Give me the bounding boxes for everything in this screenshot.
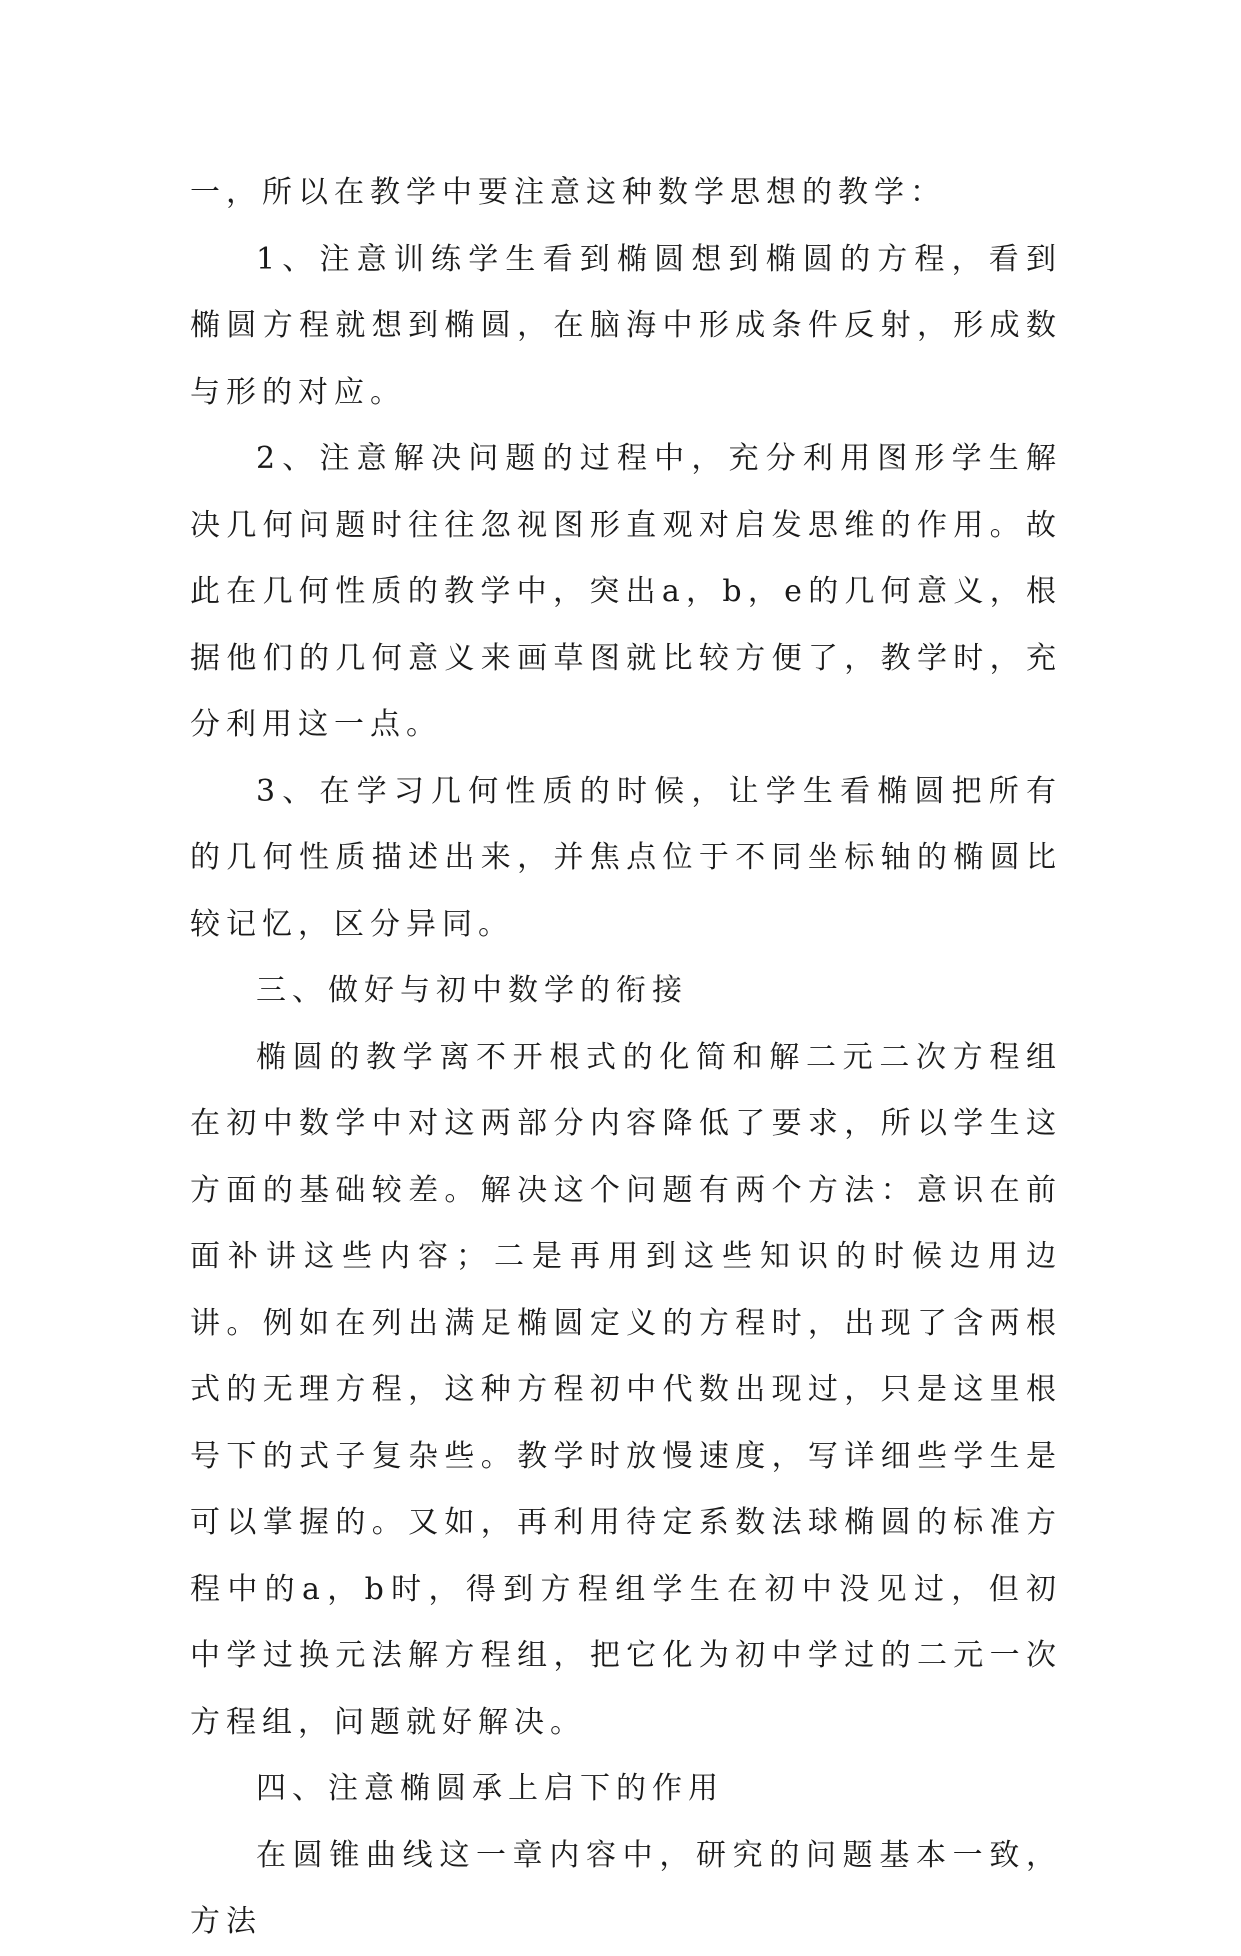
paragraph-intro: 一，所以在教学中要注意这种数学思想的教学：	[190, 175, 946, 210]
paragraph-section-3-body: 椭圆的教学离不开根式的化简和解二元二次方程组在初中数学中对这两部分内容降低了要求，所以学生这方面的基础较差。解决这个问题有两个方法：意识在前面补讲这些内容；二是再用到这些知识的时候边用边讲。例如在列出满足椭圆定义的方程时，出现了含两根式的无理方程，这种方程初中代数出现过，只是这里根号下的式子复杂些。教学时放慢速度，写详细些学生是可以掌握的。又如，再利用待定系数法球椭圆的标准方程中的a，b时，得到方程组学生在初中没见过，但初中学过换元法解方程组，把它化为初中学过的二元一次方程组，问题就好解决。	[190, 1039, 1062, 1740]
paragraph-point-1: 1、注意训练学生看到椭圆想到椭圆的方程，看到椭圆方程就想到椭圆，在脑海中形成条件反射，形成数与形的对应。	[190, 241, 1062, 410]
section-heading-3: 三、做好与初中数学的衔接	[256, 973, 688, 1008]
paragraph-section-4-body: 在圆锥曲线这一章内容中，研究的问题基本一致，方法	[190, 1837, 1062, 1939]
paragraph-point-2: 2、注意解决问题的过程中，充分利用图形学生解决几何问题时往往忽视图形直观对启发思维的作用。故此在几何性质的教学中，突出a，b，e的几何意义，根据他们的几何意义来画草图就比较方便了，教学时，充分利用这一点。	[190, 441, 1062, 742]
section-heading-4: 四、注意椭圆承上启下的作用	[256, 1771, 724, 1806]
document-body	[190, 160, 1062, 1956]
paragraph-point-3: 3、在学习几何性质的时候，让学生看椭圆把所有的几何性质描述出来，并焦点位于不同坐标轴的椭圆比较记忆，区分异同。	[190, 773, 1062, 942]
